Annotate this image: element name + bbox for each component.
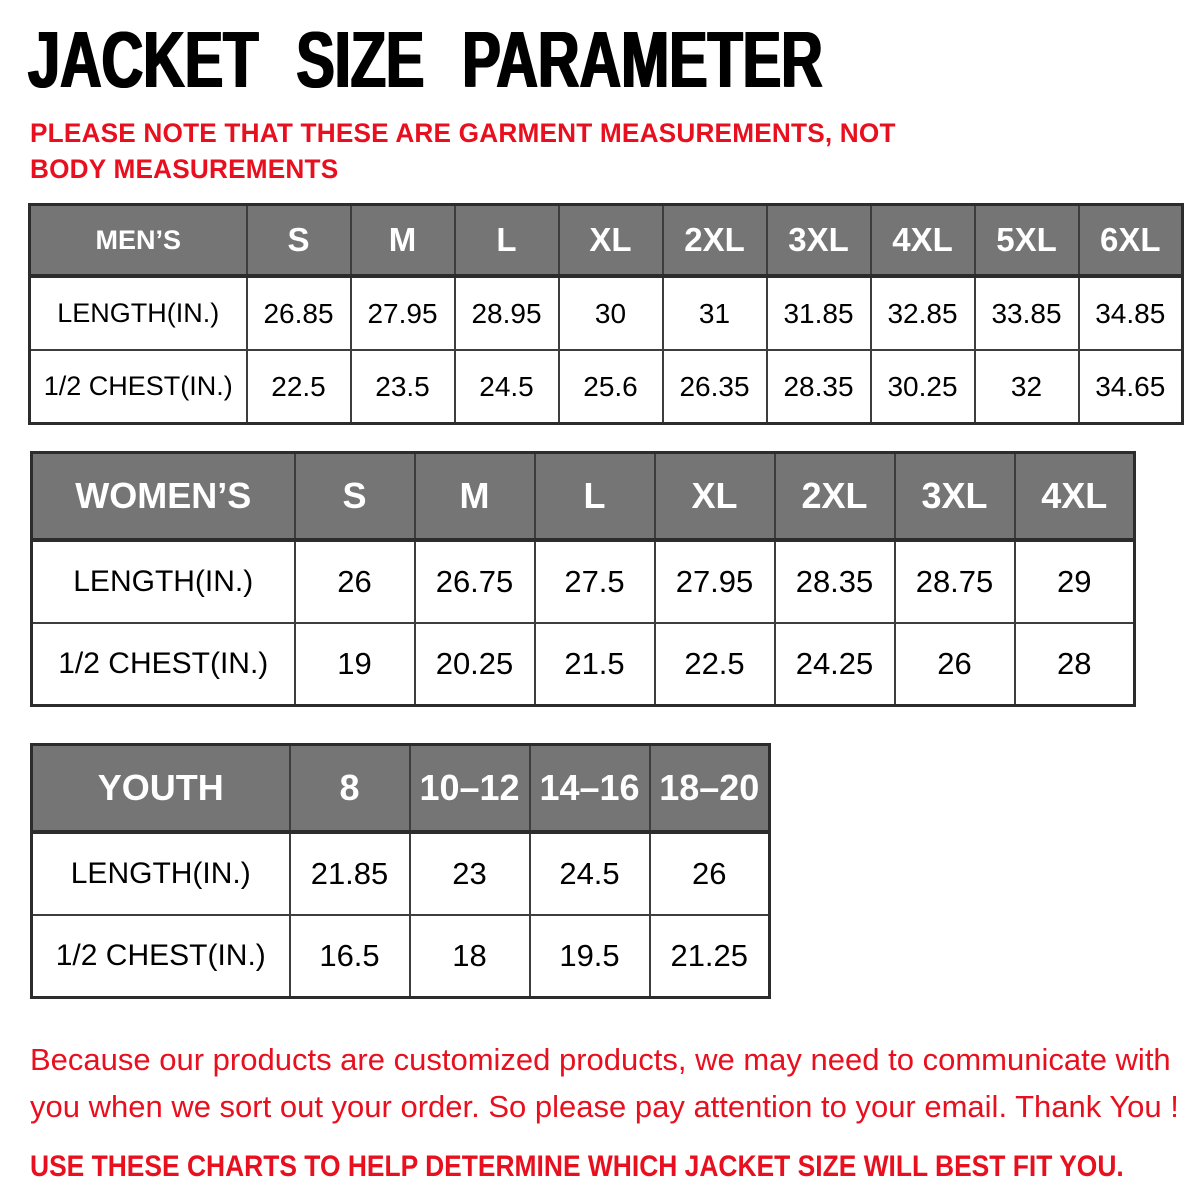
size-value-cell: 30	[559, 276, 663, 350]
size-column-header: 10–12	[410, 745, 530, 833]
size-column-header: M	[351, 205, 455, 277]
size-value-cell: 22.5	[247, 350, 351, 424]
womens-length-row	[32, 540, 1135, 623]
size-value-cell: 27.95	[351, 276, 455, 350]
size-value-cell: 26	[650, 832, 770, 915]
size-value-cell: 26	[895, 623, 1015, 706]
size-value-cell: 18	[410, 915, 530, 998]
row-label: 1/2 CHEST(IN.)	[32, 623, 295, 706]
size-value-cell: 28.35	[767, 350, 871, 424]
size-value-cell: 25.6	[559, 350, 663, 424]
row-label: 1/2 CHEST(IN.)	[32, 915, 290, 998]
size-column-header: 14–16	[530, 745, 650, 833]
mens-chest-row	[30, 350, 1183, 424]
size-value-cell: 23	[410, 832, 530, 915]
size-value-cell: 34.65	[1079, 350, 1183, 424]
size-value-cell: 29	[1015, 540, 1135, 623]
womens-table-title-cell: WOMEN’S	[32, 453, 295, 541]
size-value-cell: 19	[295, 623, 415, 706]
youth-chest-row	[32, 915, 770, 998]
row-label: LENGTH(IN.)	[30, 276, 247, 350]
size-value-cell: 26.35	[663, 350, 767, 424]
size-column-header: 3XL	[895, 453, 1015, 541]
size-column-header: S	[295, 453, 415, 541]
womens-chest-row	[32, 623, 1135, 706]
size-value-cell: 27.5	[535, 540, 655, 623]
size-column-header: L	[455, 205, 559, 277]
size-column-header: 2XL	[663, 205, 767, 277]
page-title: JACKET SIZE PARAMETER	[28, 15, 823, 104]
mens-size-table	[28, 203, 1184, 425]
size-value-cell: 26.75	[415, 540, 535, 623]
size-column-header: 2XL	[775, 453, 895, 541]
size-value-cell: 23.5	[351, 350, 455, 424]
size-value-cell: 21.5	[535, 623, 655, 706]
size-value-cell: 27.95	[655, 540, 775, 623]
size-column-header: 3XL	[767, 205, 871, 277]
size-value-cell: 21.85	[290, 832, 410, 915]
size-column-header: 8	[290, 745, 410, 833]
customization-notice: Because our products are customized products, we may need to communicate with you when we sort out your order. So please pay attention to your email. Thank You !	[30, 1042, 1179, 1124]
chart-usage-advice: USE THESE CHARTS TO HELP DETERMINE WHICH JACKET SIZE WILL BEST FIT YOU.	[30, 1150, 1124, 1184]
womens-size-table	[30, 451, 1136, 707]
size-column-header: S	[247, 205, 351, 277]
mens-header-row	[30, 205, 1183, 277]
size-value-cell: 21.25	[650, 915, 770, 998]
size-value-cell: 28.95	[455, 276, 559, 350]
size-column-header: XL	[655, 453, 775, 541]
size-column-header: 4XL	[1015, 453, 1135, 541]
size-value-cell: 32.85	[871, 276, 975, 350]
size-column-header: 6XL	[1079, 205, 1183, 277]
size-value-cell: 30.25	[871, 350, 975, 424]
size-value-cell: 24.25	[775, 623, 895, 706]
size-value-cell: 20.25	[415, 623, 535, 706]
youth-header-row	[32, 745, 770, 833]
row-label: 1/2 CHEST(IN.)	[30, 350, 247, 424]
size-value-cell: 34.85	[1079, 276, 1183, 350]
size-value-cell: 26	[295, 540, 415, 623]
mens-table-title-cell: MEN’S	[30, 205, 247, 277]
size-column-header: 5XL	[975, 205, 1079, 277]
size-value-cell: 28.35	[775, 540, 895, 623]
size-value-cell: 16.5	[290, 915, 410, 998]
size-column-header: 18–20	[650, 745, 770, 833]
size-value-cell: 24.5	[530, 832, 650, 915]
size-value-cell: 28.75	[895, 540, 1015, 623]
row-label: LENGTH(IN.)	[32, 832, 290, 915]
womens-header-row	[32, 453, 1135, 541]
mens-length-row	[30, 276, 1183, 350]
size-column-header: 4XL	[871, 205, 975, 277]
size-value-cell: 24.5	[455, 350, 559, 424]
row-label: LENGTH(IN.)	[32, 540, 295, 623]
size-column-header: L	[535, 453, 655, 541]
youth-table-title-cell: YOUTH	[32, 745, 290, 833]
garment-measurement-note: PLEASE NOTE THAT THESE ARE GARMENT MEASUREMENTS, NOT BODY MEASUREMENTS	[30, 118, 896, 184]
size-value-cell: 19.5	[530, 915, 650, 998]
size-value-cell: 31.85	[767, 276, 871, 350]
size-value-cell: 32	[975, 350, 1079, 424]
youth-length-row	[32, 832, 770, 915]
youth-size-table	[30, 743, 771, 999]
size-column-header: M	[415, 453, 535, 541]
size-value-cell: 22.5	[655, 623, 775, 706]
size-value-cell: 31	[663, 276, 767, 350]
size-value-cell: 33.85	[975, 276, 1079, 350]
size-value-cell: 28	[1015, 623, 1135, 706]
size-column-header: XL	[559, 205, 663, 277]
size-value-cell: 26.85	[247, 276, 351, 350]
